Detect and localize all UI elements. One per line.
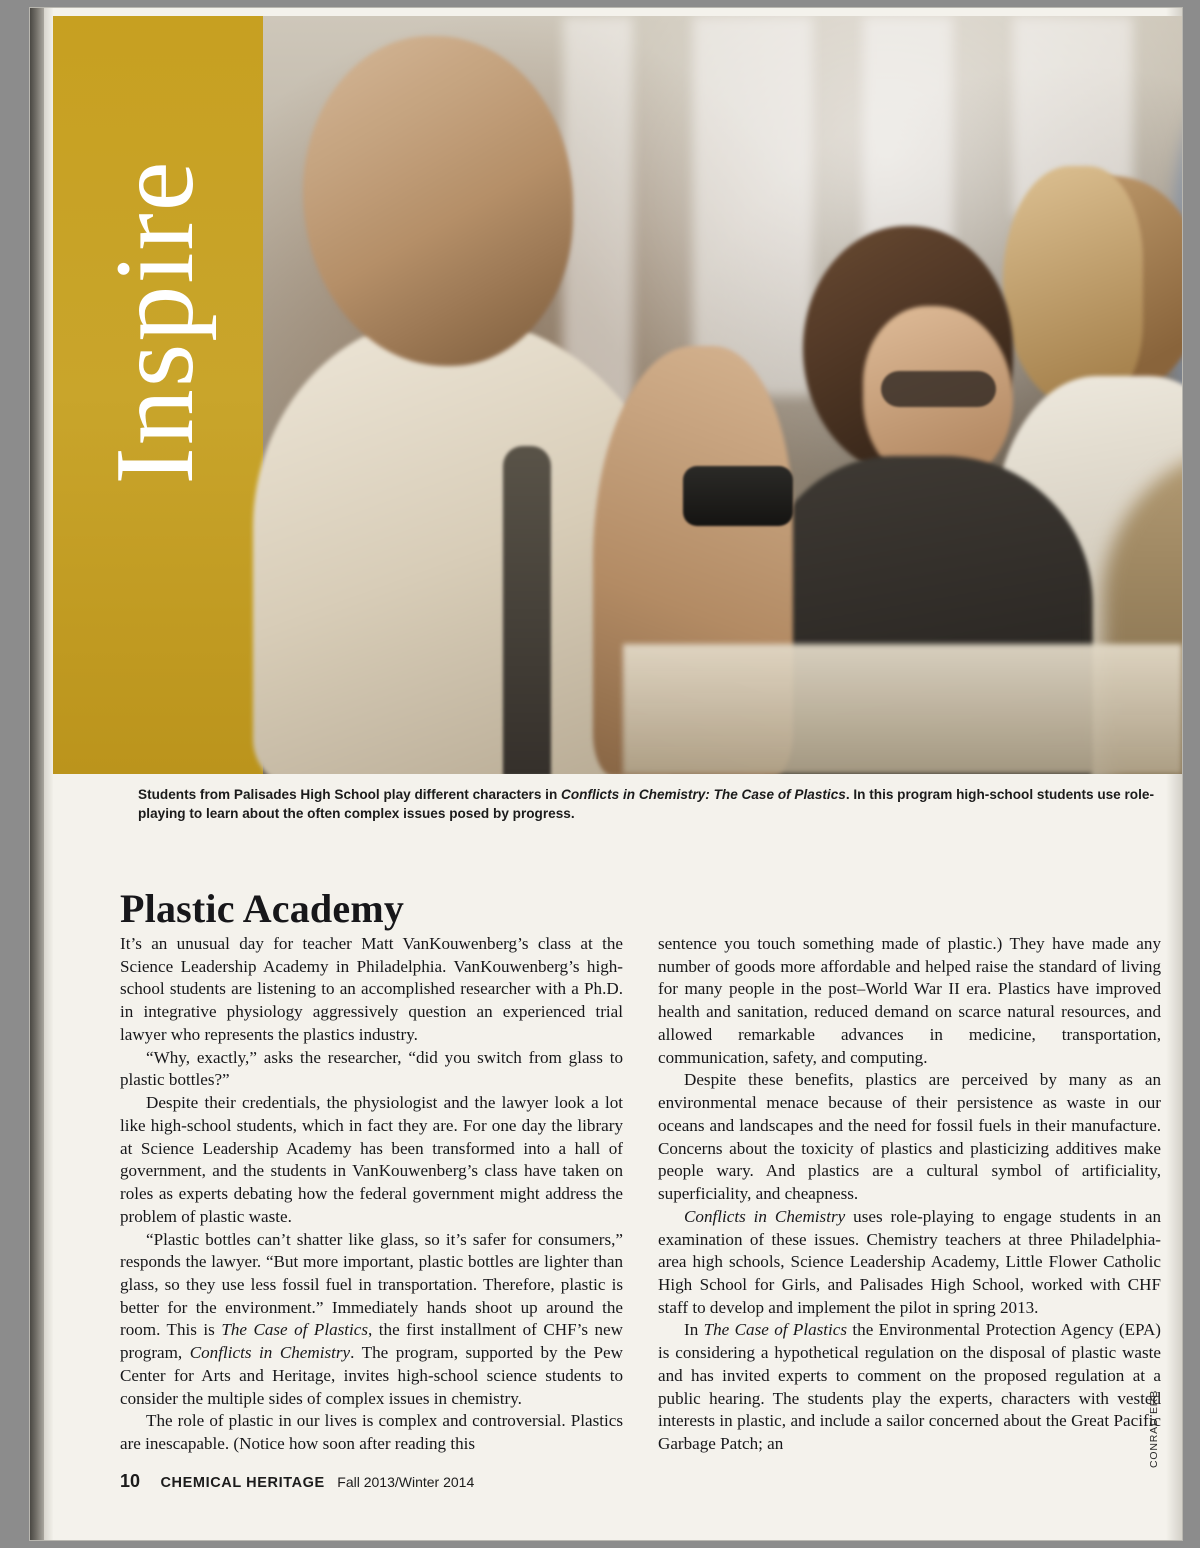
section-label: Inspire bbox=[93, 159, 217, 485]
page-number: 10 bbox=[120, 1471, 141, 1491]
body-column-left bbox=[120, 933, 623, 1456]
body-paragraph bbox=[658, 1069, 1161, 1205]
paragraph-text: , the first installment of CHF’s new program, bbox=[120, 1320, 623, 1363]
magazine-name: CHEMICAL HERITAGE bbox=[160, 1475, 325, 1491]
student-head-1 bbox=[303, 36, 573, 366]
body-column-right bbox=[658, 933, 1161, 1456]
student-hair-3 bbox=[1003, 166, 1143, 406]
caption-program-title: Conflicts in Chemistry: The Case of Plastics bbox=[561, 787, 846, 802]
issue-date: Fall 2013/Winter 2014 bbox=[337, 1474, 475, 1490]
paragraph-text: The role of plastic in our lives is complex and controversial. Plastics are inescapable. (Notice how soon after reading this bbox=[120, 1411, 623, 1454]
photo-caption bbox=[138, 786, 1160, 824]
article-body bbox=[120, 933, 1162, 1473]
hero-photo bbox=[53, 16, 1182, 774]
page-footer bbox=[120, 1471, 474, 1492]
magazine-page bbox=[30, 8, 1182, 1540]
body-paragraph bbox=[120, 1410, 623, 1455]
italic-title: The Case of Plastics bbox=[703, 1320, 848, 1340]
section-gold-band bbox=[53, 16, 263, 774]
body-paragraph bbox=[120, 933, 623, 1047]
body-paragraph bbox=[120, 1092, 623, 1228]
italic-title: Conflicts in Chemistry bbox=[189, 1343, 351, 1363]
italic-title: Conflicts in Chemistry bbox=[684, 1206, 846, 1226]
page-title: Plastic Academy bbox=[120, 885, 405, 931]
body-paragraph bbox=[658, 1206, 1161, 1320]
wristwatch bbox=[683, 466, 793, 526]
paragraph-text: Despite their credentials, the physiologist and the lawyer look a lot like high-school students, which in fact they are. For one day the library at Science Leadership Academy has been transformed into a hall of government, and the students in VanKouwenberg’s class have taken on roles as experts debating how the federal government might address the problem of plastic waste. bbox=[120, 1093, 623, 1226]
body-paragraph bbox=[120, 1229, 623, 1411]
paragraph-text: “Why, exactly,” asks the researcher, “did you switch from glass to plastic bottles?” bbox=[120, 1047, 623, 1090]
paragraph-text: . The program, supported by the Pew Center for Arts and Heritage, invites high-school science students to consider the multiple sides of complex issues in chemistry. bbox=[120, 1343, 623, 1408]
paragraph-text: “Plastic bottles can’t shatter like glass, so it’s safer for consumers,” responds the lawyer. “But more important, plastic bottles are lighter than glass, so they use less fossil fuel in transportation. Therefore, plastic is better for the environment.” Immediately hands shoot up around the room. This is bbox=[120, 1229, 623, 1340]
window-bar bbox=[693, 16, 813, 396]
body-paragraph bbox=[658, 1319, 1161, 1455]
classroom-photograph bbox=[263, 16, 1182, 774]
italic-title: The Case of Plastics bbox=[221, 1320, 369, 1340]
caption-text-part2: . In this program high-school students use role-playing to learn about the often complex issues posed by progress. bbox=[138, 787, 1154, 821]
desk-surface bbox=[623, 644, 1182, 774]
body-paragraph bbox=[120, 1047, 623, 1092]
paragraph-text: uses role-playing to engage students in an examination of these issues. Chemistry teachers at three Philadelphia-area high schools, Science Leadership Academy, Little Flower Catholic High School for Girls, and Palisades High School, worked with CHF staff to develop and implement the pilot in spring 2013. bbox=[658, 1206, 1161, 1317]
eyeglasses-icon bbox=[881, 371, 996, 407]
body-paragraph bbox=[658, 933, 1161, 1069]
paragraph-text: It’s an unusual day for teacher Matt VanKouwenberg’s class at the Science Leadership Academy in Philadelphia. VanKouwenberg’s high-school students are listening to an accomplished researcher with a Ph.D. in integrative physiology aggressively question an experienced trial lawyer who represents the plastics industry. bbox=[120, 934, 623, 1044]
paragraph-text: Despite these benefits, plastics are perceived by many as an environmental menace because of their persistence as waste in our oceans and landscapes and the need for fossil fuels in their manufacture. Concerns about the toxicity of plastics and plasticizing additives make people wary. And plastics are a cultural symbol of artificiality, superficiality, and cheapness. bbox=[658, 1070, 1161, 1204]
necktie bbox=[503, 446, 551, 774]
paragraph-text: In bbox=[684, 1320, 704, 1340]
scan-gutter-edge bbox=[44, 8, 53, 1540]
caption-text-part1: Students from Palisades High School play different characters in bbox=[138, 787, 562, 802]
paragraph-text: sentence you touch something made of plastic.) They have made any number of goods more affordable and helped raise the standard of living for many people in the post–World War II era. Plastics have improved health and sanitation, reduced demand on scarce natural resources, and allowed remarkable advances in medicine, transportation, communication, safety, and computing. bbox=[658, 934, 1161, 1067]
scan-gutter-shadow bbox=[30, 8, 44, 1540]
paragraph-text: the Environmental Protection Agency (EPA) is considering a hypothetical regulation on the disposal of plastic waste and has invited experts to comment on the proposed regulation at a public hearing. The students play the experts, characters with vested interests in plastic, and include a sailor concerned about the Great Pacific Garbage Patch; an bbox=[658, 1320, 1161, 1454]
photo-credit: CONRAD ERB bbox=[1148, 1390, 1160, 1469]
